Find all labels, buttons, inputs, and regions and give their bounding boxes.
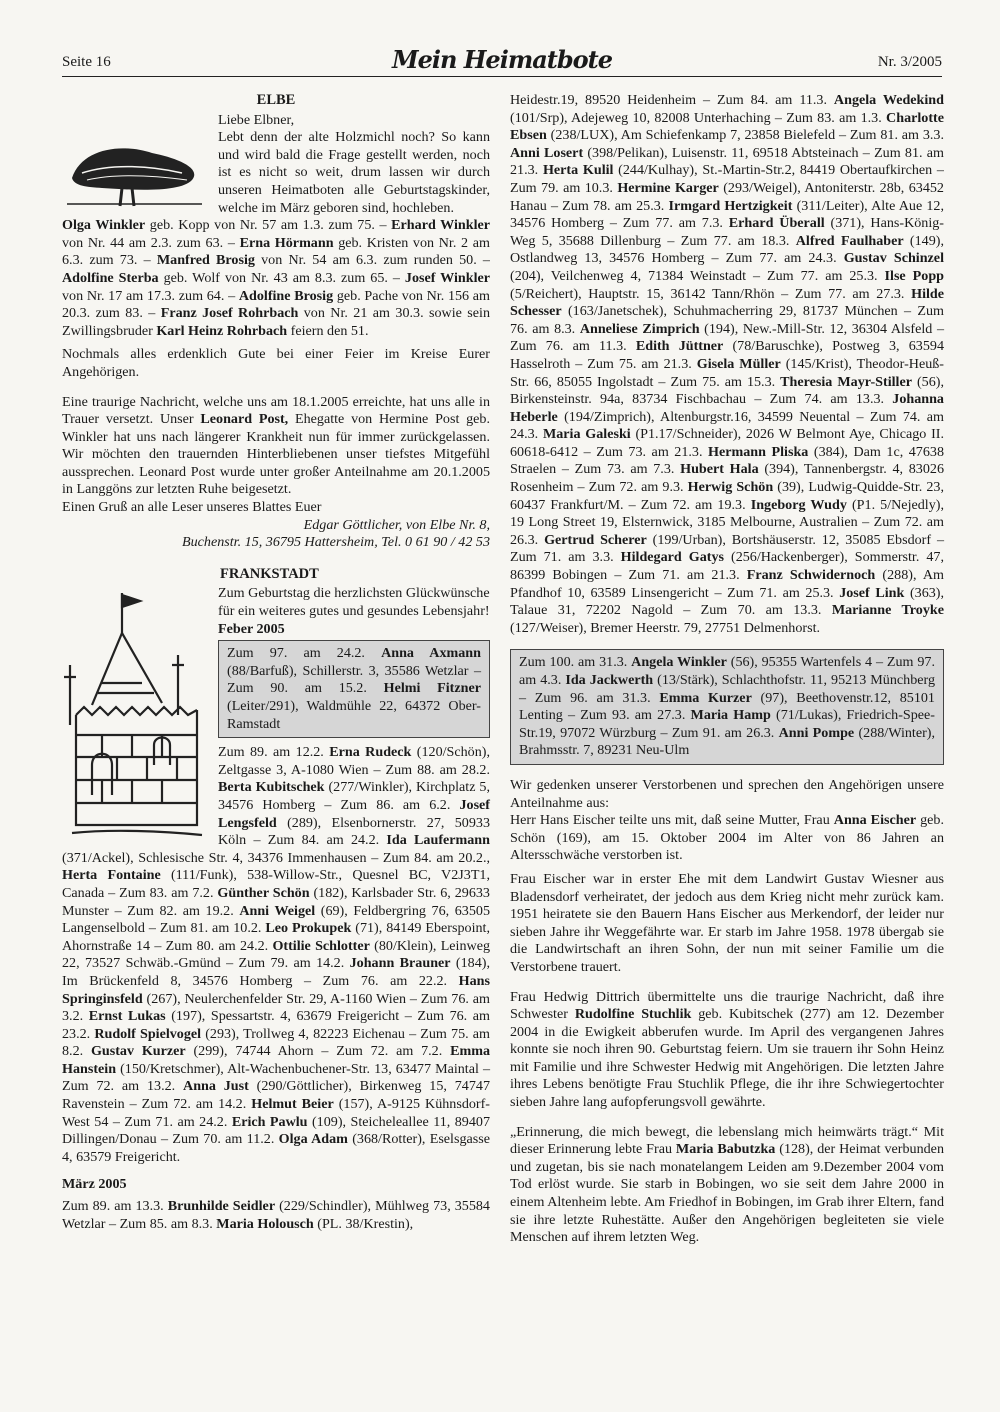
- entry-prefix: Heidestr.19, 89520 Heidenheim – Zum 84. am 11.3.: [510, 92, 834, 108]
- person-name: Hubert Hala: [680, 461, 759, 478]
- person-name: Gertrud Scherer: [544, 531, 647, 548]
- person-name: Leo Prokupek: [265, 920, 352, 937]
- person-name: Anneliese Zimprich: [579, 320, 700, 337]
- entry-details: von Nr. 54 am 6.3. zum runden 50. –: [254, 252, 490, 269]
- entry-prefix: Zum 80. am 24.2.: [165, 937, 273, 954]
- person-name: Berta Kubitschek: [218, 779, 325, 796]
- entry-prefix: Zum 82. am 19.2.: [127, 902, 240, 919]
- person-name: Ernst Lukas: [88, 1008, 166, 1025]
- person-name: Hildegard Gatys: [620, 549, 724, 566]
- entry-prefix: Zum 71. am 25.3.: [727, 584, 840, 601]
- person-name: Herwig Schön: [687, 479, 774, 496]
- person-name: Rudolf Spielvogel: [94, 1025, 202, 1042]
- person-name: Ingeborg Wudy: [750, 496, 847, 513]
- obituary-eischer: [510, 812, 944, 865]
- entry-prefix: Zum 93. am 27.3.: [580, 707, 691, 724]
- person-name: Irmgard Hertzigkeit: [668, 197, 793, 214]
- entry-details: (78/Baruschke), Postweg 3, 63594 Hasselroth –: [510, 338, 944, 372]
- entry-details: (289), Elsenbornerstr. 27, 50933 Köln –: [218, 814, 490, 849]
- person-name: Adolfine Sterba: [62, 269, 159, 286]
- elbe-greeting-all: Einen Gruß an alle Leser unseres Blattes Euer: [62, 499, 322, 516]
- entry-prefix: Zum 75. am 21.3.: [587, 355, 697, 372]
- person-name: Maria Galeski: [542, 426, 631, 443]
- entry-prefix: Zum 73. am 7.3.: [574, 461, 681, 478]
- person-name: Maria Holousch: [216, 1215, 314, 1232]
- entry-details: feiern den 51.: [287, 322, 369, 339]
- person-name: Franz Josef Rohrbach: [160, 305, 299, 322]
- person-name: Ida Laufermann: [386, 832, 490, 849]
- entry-prefix: Zum 71. am 21.3.: [628, 567, 747, 584]
- obituary-eischer-life: Frau Eischer war in erster Ehe mit dem Landwirt Gustav Wiesner aus Bladensdorf verheiratet, der jedoch aus dem Krieg nicht mehr zurück kam. 1951 heiratete sie den Bauern Hans Eischer aus Merkendorf, der leider nur sieben Jahre ihr Weggefährte war. Er starb im Jahre 1958. 1978 übergab sie die Landwirtschaft an ihren Sohn, der nun mit seiner Familie um die Verstorbene trauert.: [510, 870, 944, 975]
- entry-details: (111/Funk), 538-Willow-Str., Quesnel BC, V2J3T1, Canada –: [62, 867, 490, 901]
- entry-details: (56), Birkensteinstr. 94a, 83734 Fischbachau –: [510, 373, 944, 408]
- entry-prefix: Zum 78. am 25.3.: [562, 197, 669, 214]
- person-name: Gustav Kurzer: [90, 1043, 186, 1060]
- obituary-stuchlik: [510, 989, 944, 1112]
- entry-details: (150/Kretschmer), Alt-Wachenbuchener-Str. 13, 63477 Maintal –: [116, 1060, 490, 1077]
- entry-prefix: Zum 72. am 26.3.: [510, 514, 944, 548]
- mar-highlight-box: [510, 649, 944, 765]
- entry-prefix: Zum 74. am 24.3.: [510, 408, 944, 443]
- obituary-babutzka: [510, 1124, 944, 1247]
- obit1-pre: Herr Hans Eischer teilte uns mit, daß seine Mutter, Frau: [510, 812, 834, 829]
- person-name: Theresia Mayr-Stiller: [780, 373, 912, 390]
- entry-prefix: Zum 71. am 3.3.: [510, 549, 621, 566]
- mar-birthday-list-right: [510, 92, 944, 637]
- entry-prefix: Zum 89. am 12.2.: [218, 744, 330, 761]
- entry-details: (157), A-9125 Kühnsdorf-West 54 –: [62, 1096, 491, 1130]
- obit1-post: geb. Schön (169), am 15. Oktober 2004 im Alter von 86 Jahren an Altersschwäche verstorben ist.: [510, 812, 944, 864]
- entry-details: (194/Zimprich), Altenburgstr.16, 34599 Neuental –: [557, 408, 870, 425]
- entry-details: (371/Ackel), Schlesische Str. 4, 34376 Immenhausen –: [62, 849, 383, 866]
- elbe-signature-name: Edgar Göttlicher, von Elbe Nr. 8,: [303, 516, 490, 533]
- entry-details: (Leiter/291), Waldmühle 22, 64372 Ober-Ramstadt: [227, 698, 481, 732]
- person-name: Ida Jackwerth: [565, 672, 654, 688]
- person-name: Franz Schwidernoch: [746, 567, 876, 584]
- entry-prefix: Zum 77. am 18.3.: [680, 232, 796, 249]
- person-name: Johanna Heberle: [510, 391, 944, 425]
- entry-details: (71), 84149 Eberspoint, Ahornstraße 14 –: [62, 920, 490, 954]
- entry-prefix: Zum 76. am 11.3.: [510, 338, 636, 355]
- entry-details: (163/Janetschek), Schuhmacherring 29, 81737 München –: [561, 303, 918, 320]
- person-name: Maria Hamp: [690, 707, 771, 724]
- person-name: Gustav Schinzel: [843, 250, 944, 267]
- entry-prefix: Zum 72. am 19.3.: [640, 496, 751, 513]
- right-column: [510, 92, 944, 1253]
- elbe-sad-news: [62, 394, 490, 500]
- entry-details: (127/Weiser), Bremer Heerstr. 79, 27751 Delmenhorst.: [510, 619, 821, 636]
- entry-details: (80/Klein), Leinweg 22, 73527 Schwäb.-Gmünd –: [62, 937, 490, 972]
- entry-details: (69), Feldbergring 76, 63505 Langenselbold –: [62, 902, 490, 937]
- entry-prefix: Zum 83. am 7.2.: [119, 884, 218, 901]
- elbe-signature-address: Buchenstr. 15, 36795 Hattersheim, Tel. 0 61 90 / 42 53: [182, 534, 490, 551]
- woodcut-tree-illustration: [62, 118, 212, 208]
- elbe-wishes: Nochmals alles erdenklich Gute bei einer Feier im Kreise Eurer Angehörigen.: [62, 346, 490, 380]
- entry-prefix: Zum 89. am 13.3.: [62, 1198, 168, 1215]
- person-name: Erhard Überall: [728, 215, 825, 232]
- person-name: Karl Heinz Rohrbach: [156, 322, 288, 339]
- entry-prefix: Zum 81. am 3.3.: [849, 127, 944, 144]
- feb-highlight-box: [218, 640, 490, 738]
- entry-prefix: Zum 97. am 24.2.: [227, 645, 382, 662]
- person-name: Erich Pawlu: [231, 1113, 308, 1130]
- entry-prefix: Zum 83. am 1.3.: [786, 109, 887, 126]
- entry-details: (101/Srp), Adejeweg 10, 82008 Unterhaching –: [510, 109, 787, 126]
- entry-details: (39), Ludwig-Quidde-Str. 23, 60437 Frankfurt/M. –: [510, 479, 944, 513]
- entry-details: (267), Neulerchenfelder Str. 29, A-1160 Wien –: [142, 990, 421, 1007]
- entry-details: (56), 95355 Wartenfels 4 –: [726, 654, 887, 671]
- entry-details: (PL. 38/Krestin),: [313, 1215, 414, 1232]
- person-name: Erhard Winkler: [391, 217, 490, 234]
- person-name: Marianne Troyke: [831, 602, 944, 619]
- entry-details: (184), Im Brückenfeld 8, 34576 Homberg –: [62, 955, 490, 989]
- entry-prefix: Zum 90. am 15.2.: [227, 680, 384, 697]
- person-name: Adolfine Brosig: [238, 287, 334, 304]
- person-name: Anni Losert: [510, 144, 584, 161]
- entry-prefix: Zum 100. am 31.3.: [519, 654, 632, 671]
- entry-prefix: Zum 72. am 7.2.: [336, 1043, 451, 1060]
- person-name: Hermann Pliska: [708, 443, 809, 460]
- entry-details: (288/Winter), Brahmsstr. 7, 89231 Neu-Ulm: [519, 724, 935, 759]
- person-name: Brunhilde Seidler: [167, 1198, 276, 1215]
- person-name: Josef Winkler: [404, 269, 490, 286]
- entry-details: geb. Pache von Nr. 156 am 20.3. zum 83. –: [62, 287, 491, 322]
- entry-prefix: Zum 84. am 24.2.: [267, 832, 387, 849]
- entry-details: (371), Hans-König-Weg 5, 35688 Dillenburg –: [510, 215, 944, 249]
- entry-details: (71/Lukas), Friedrich-Spee-Str.19, 97072 Würzburg –: [519, 707, 935, 741]
- entry-details: (120/Schön), Zeltgasse 3, A-1080 Wien –: [218, 744, 490, 778]
- entry-details: (204), Veilchenweg 4, 71384 Weinstadt –: [510, 267, 768, 284]
- entry-details: (P1. 5/Nejedly), 19 Long Street 19, Elsternwick, 3185 Melbourne, Australien –: [510, 496, 944, 531]
- entry-details: (277/Winkler), Kirchplatz 5, 34576 Homberg –: [218, 779, 490, 813]
- entry-details: (149), Ostlandweg 13, 34576 Homberg –: [510, 232, 944, 267]
- entry-details: (384), Dam 1c, 47638 Straelen –: [510, 443, 944, 478]
- person-name: Angela Wedekind: [833, 92, 944, 108]
- entry-prefix: Zum 84. am 20.2.,: [382, 849, 490, 866]
- entry-prefix: Zum 81. am 21.3.: [510, 144, 944, 179]
- entry-details: (394), Tannenbergstr. 4, 83026 Rosenheim –: [510, 461, 944, 496]
- entry-prefix: Zum 77. am 25.3.: [767, 267, 885, 284]
- entry-details: (288), Am Pfandhof 10, 63589 Linsengericht –: [510, 567, 944, 601]
- entry-prefix: Zum 72. am 13.2.: [62, 1078, 184, 1095]
- person-name: Gisela Müller: [696, 355, 781, 372]
- entry-details: geb. Kopp von Nr. 57 am 1.3. zum 75. –: [145, 217, 392, 234]
- person-name: Günther Schön: [217, 884, 310, 901]
- entry-details: (194), New.-Mill-Str. 12, 36304 Alsfeld –: [699, 320, 944, 337]
- issue-number: Nr. 3/2005: [877, 54, 942, 70]
- entry-prefix: Zum 97. am 4.3.: [519, 654, 935, 688]
- entry-details: (P1.17/Schneider), 2026 W Belmont Aye, Chicago II. 60618-6412 –: [510, 426, 944, 460]
- section-title-frankstadt: FRANKSTADT: [220, 565, 319, 582]
- entry-prefix: Zum 74. am 13.3.: [769, 391, 893, 408]
- entry-details: (311/Leiter), Alte Aue 12, 34576 Homberg –: [510, 197, 944, 232]
- entry-details: (398/Pelikan), Luisenstr. 11, 69518 Abtsteinach –: [583, 144, 875, 161]
- left-column: [62, 92, 490, 1233]
- obit1-name: Anna Eischer: [833, 812, 917, 829]
- entry-prefix: Zum 79. am 10.3.: [510, 179, 618, 196]
- entry-prefix: Zum 70. am 11.2.: [172, 1131, 279, 1148]
- deceased-name: Leonard Post,: [200, 411, 289, 428]
- entry-prefix: Zum 88. am 28.2.: [385, 761, 490, 778]
- person-name: Erna Hörmann: [239, 234, 334, 251]
- entry-details: von Nr. 44 am 2.3. zum 63. –: [62, 234, 240, 251]
- castle-tower-illustration: [62, 585, 212, 843]
- obit4-pre: „Erinnerung, die mich bewegt, die lebenslang mich heimwärts trägt.“ Mit dieser Erinnerung lebte Frau: [510, 1123, 944, 1158]
- entry-prefix: Zum 77. am 7.3.: [622, 215, 729, 232]
- entry-details: geb. Kristen von Nr. 2 am 6.3. zum 73. –: [62, 234, 490, 269]
- obit4-post: (128), der Heimat verbunden und zugetan, bis sie nach monatelangem Leiden am 9.Dezember 2004 vom Tod erlöst wurde. Sie starb in Bobingen, wo sie seit dem Jahre 2000 in einem Altenheim lebte. Am Friedhof in Bobingen, im Grab ihrer Eltern, fand sie ihre letzte Ruhestätte. Außer den Angehörigen begleiteten sie viele Menschen auf ihrem letzten Weg.: [510, 1141, 944, 1246]
- obituary-intro: Wir gedenken unserer Verstorbenen und sprechen den Angehörigen unsere Anteilnahme aus:: [510, 776, 944, 811]
- entry-details: (293/Weigel), Antoniterstr. 28b, 63452 Hanau –: [510, 179, 944, 214]
- person-name: Edith Jüttner: [635, 338, 724, 355]
- entry-prefix: Zum 85. am 8.3.: [119, 1215, 217, 1232]
- entry-details: (299), 74744 Ahorn –: [185, 1043, 337, 1060]
- entry-details: (145/Krist), Theodor-Heuß-Str. 66, 85055 Ingolstadt –: [510, 355, 944, 390]
- entry-prefix: Zum 76. am 22.2.: [322, 972, 459, 989]
- entry-prefix: Zum 70. am 13.3.: [700, 602, 832, 619]
- obit3-post: geb. Kubitschek (277) am 12. Dezember 2004 in die Ewigkeit abberufen wurde. Im April des vergangenen Jahres konnte sie noch ihren 90. Geburtstag feiern. Um sie trauern ihr Sohn Heinz mit Familie und ihre Schwester Hedwig mit Angehörigen. Die letzten Jahre ihres Lebens benötigte Frau Stuchlik Pflege, die ihr ihre Schwiegertochter sieben Jahre lang aufopferungsvoll gewährte.: [510, 1006, 944, 1111]
- entry-details: (256/Hackenberger), Sommerstr. 47, 86399 Bobingen –: [510, 549, 944, 584]
- section-title-elbe: ELBE: [256, 92, 296, 108]
- entry-prefix: Zum 75. am 8.2.: [62, 1025, 490, 1060]
- entry-prefix: Zum 76. am 8.3.: [510, 303, 944, 337]
- person-name: Emma Kurzer: [659, 689, 752, 706]
- person-name: Johann Brauner: [349, 955, 451, 972]
- person-name: Herta Kulil: [542, 162, 614, 179]
- person-name: Anna Just: [183, 1078, 249, 1095]
- entry-details: (363), Talaue 31, 72202 Nagold –: [510, 584, 945, 619]
- elbe-greeting: Liebe Elbner,: [218, 111, 295, 128]
- entry-details: (5/Reichert), Hauptstr. 15, 36142 Tann/Rhön –: [510, 285, 795, 302]
- entry-prefix: Zum 96. am 31.3.: [534, 689, 660, 706]
- person-name: Ilse Popp: [884, 267, 944, 284]
- entry-details: von Nr. 17 am 17.3. zum 64. –: [62, 287, 239, 304]
- sad-news-text-pre: Eine traurige Nachricht, welche uns am 18.1.2005 erreichte, hat uns alle in Trauer versetzt. Unser: [62, 393, 490, 428]
- entry-details: (197), Spessartstr. 4, 63679 Freigericht –: [165, 1008, 418, 1025]
- month-heading-feb: Feber 2005: [218, 620, 285, 637]
- mar-birthday-list-left: [62, 1198, 490, 1233]
- entry-prefix: Zum 79. am 14.2.: [238, 955, 350, 972]
- entry-prefix: Zum 86. am 6.2.: [340, 796, 460, 813]
- obit3-name: Rudolfine Stuchlik: [574, 1006, 692, 1023]
- entry-prefix: Zum 77. am 24.3.: [725, 250, 844, 267]
- entry-prefix: Zum 77. am 27.3.: [794, 285, 912, 302]
- person-name: Anna Axmann: [381, 645, 481, 662]
- person-name: Anni Pompe: [778, 724, 855, 741]
- entry-prefix: Zum 76. am 23.2.: [62, 1008, 491, 1042]
- entry-details: (182), Karlsbader Str. 6, 29633 Munster –: [62, 884, 490, 919]
- month-heading-mar: März 2005: [62, 1176, 127, 1193]
- person-name: Helmut Beier: [251, 1096, 334, 1113]
- person-name: Olga Adam: [278, 1131, 348, 1148]
- entry-details: von Nr. 21 am 30.3. sowie sein Zwillingsbruder: [62, 305, 490, 339]
- entry-details: (244/Kulhay), St.-Martin-Str.2, 84419 Obertaufkirchen –: [613, 162, 944, 179]
- person-name: Helmi Fitzner: [383, 680, 481, 697]
- entry-details: (97), Beethovenstr.12, 85101 Lenting –: [519, 689, 935, 724]
- person-name: Angela Winkler: [631, 654, 727, 671]
- entry-details: (290/Göttlicher), Birkenweg 15, 74747 Ravenstein –: [62, 1078, 490, 1113]
- entry-details: (238/LUX), Am Schiefenkamp 7, 23858 Bielefeld –: [546, 127, 850, 144]
- entry-details: (293), Trollweg 4, 82223 Eichenau –: [201, 1025, 421, 1042]
- page-number: Seite 16: [62, 54, 111, 70]
- person-name: Herta Fontaine: [62, 867, 161, 884]
- entry-prefix: Zum 72. am 9.3.: [588, 479, 688, 496]
- elbe-intro: Lebt denn der alte Holzmichl noch? So kann und wird bald die Frage gestellt werden, noch ist es nicht so weit, drum lassen wir durch unseren Heimatboten alle Geburtstagskinder, welche im März geboren sind, hochleben.: [218, 129, 490, 216]
- entry-details: (13/Stärk), Schlachthofstr. 11, 95213 Münchberg –: [519, 672, 935, 706]
- entry-details: (229/Schindler), Mühlweg 73, 35584 Wetzlar –: [62, 1198, 490, 1232]
- entry-details: geb. Wolf von Nr. 43 am 8.3. zum 65. –: [158, 269, 405, 286]
- entry-details: (109), Steicheleallee 11, 89407 Dillingen/Donau –: [62, 1113, 490, 1148]
- person-name: Josef Lengsfeld: [218, 796, 490, 831]
- page-header: [62, 46, 942, 77]
- person-name: Anni Weigel: [239, 902, 316, 919]
- masthead-title: Mein Heimatbote: [392, 45, 612, 74]
- person-name: Hermine Karger: [617, 179, 719, 196]
- entry-prefix: Zum 71. am 24.2.: [124, 1113, 232, 1130]
- entry-details: (368/Rotter), Eselsgasse 4, 63579 Freigericht.: [62, 1131, 490, 1165]
- entry-prefix: Zum 72. am 14.2.: [141, 1096, 252, 1113]
- entry-prefix: Zum 75. am 15.3.: [670, 373, 781, 390]
- entry-details: (199/Urban), Bortshäuserstr. 12, 35085 Ebsdorf –: [646, 531, 944, 548]
- obit3-pre: Frau Hedwig Dittrich übermittelte uns die traurige Nachricht, daß ihre Schwester: [510, 988, 944, 1023]
- person-name: Hilde Schesser: [510, 285, 944, 320]
- person-name: Ottilie Schlotter: [272, 937, 370, 954]
- entry-prefix: Zum 81. am 10.2.: [159, 920, 266, 937]
- sad-news-text-post: Ehegatte von Hermine Post geb. Winkler hat uns nach längerer Krankheit nun für immer zurückgelassen. Wir möchten den trauernden Hinterbliebenen unser tiefstes Mitgefühl aussprechen. Leonard Post wurde unter großer Anteilnahme am 20.1.2005 in Langgöns zur letzten Ruhe beigesetzt.: [62, 411, 491, 498]
- entry-prefix: Zum 91. am 26.3.: [671, 724, 779, 741]
- person-name: Emma Hanstein: [62, 1043, 490, 1077]
- entry-prefix: Zum 73. am 21.3.: [596, 443, 709, 460]
- person-name: Erna Rudeck: [329, 744, 412, 761]
- elbe-birthday-list: [62, 217, 490, 340]
- person-name: Charlotte Ebsen: [510, 109, 944, 144]
- entry-details: (88/Barfuß), Schillerstr. 3, 35586 Wetzlar –: [227, 662, 481, 679]
- person-name: Manfred Brosig: [156, 252, 255, 269]
- person-name: Olga Winkler: [62, 217, 146, 234]
- person-name: Josef Link: [839, 584, 905, 601]
- entry-prefix: Zum 76. am 3.2.: [62, 990, 490, 1025]
- obit4-name: Maria Babutzka: [675, 1141, 776, 1158]
- person-name: Alfred Faulhaber: [795, 232, 904, 249]
- person-name: Hans Springinsfeld: [62, 972, 490, 1007]
- frankstadt-intro: Zum Geburtstag die herzlichsten Glückwünsche für ein weiteres gutes und gesundes Lebensjahr!: [218, 585, 490, 620]
